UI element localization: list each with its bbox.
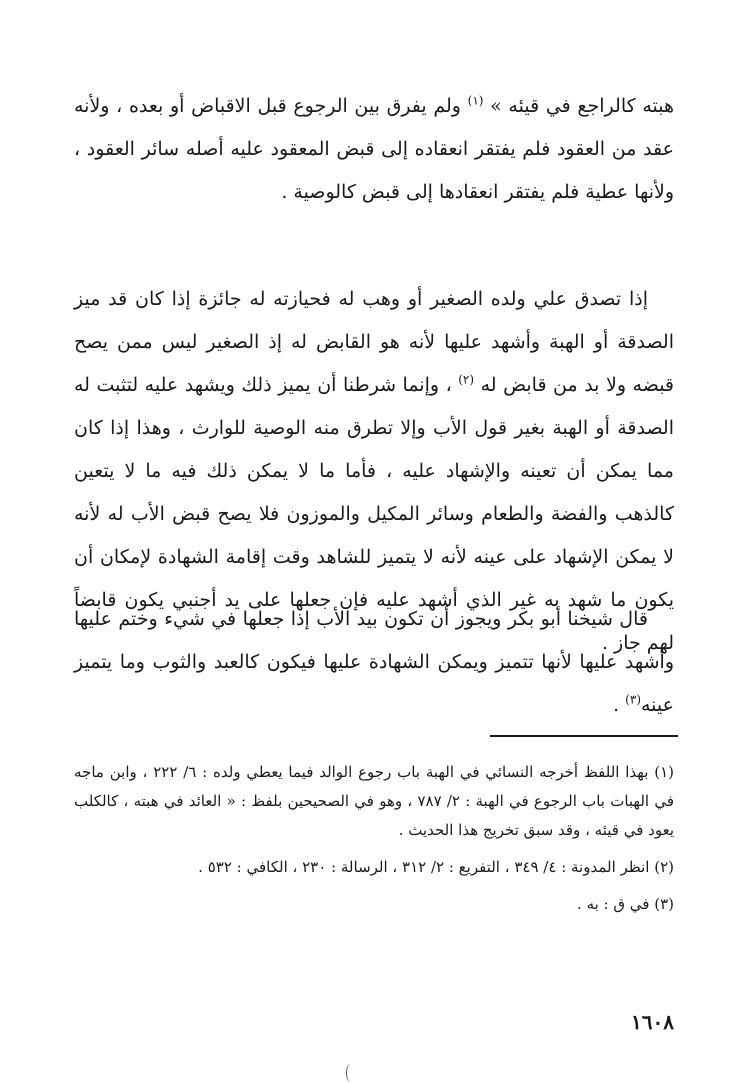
paragraph-1	[74, 85, 674, 215]
footnote-3: (٣) في ق : به .	[577, 895, 674, 913]
paragraph-1-text-b: ولم يفرق بين الرجوع قبل الاقباض أو بعده ، ولأنه عقد من العقود فلم يفتقر انعقاده إلى قبض المعقود عليه أصله سائر العقود ، ولأنها عطية فلم يفتقر انعقادها إلى قبض كالوصية .	[74, 95, 674, 203]
paragraph-3	[74, 598, 674, 723]
footnote-2: (٢) انظر المدونة : ٤/ ٣٤٩ ، التفريع : ٢/ ٣١٢ ، الرسالة : ٢٣٠ ، الكافي : ٥٣٢ .	[198, 858, 674, 876]
footnote-ref-3: (٣)	[625, 692, 641, 707]
footnote-ref-1: (١)	[467, 93, 484, 108]
paragraph-2-text-a: إذا تصدق علي ولده الصغير أو وهب له فحيازته له جائزة إذا كان قد ميز الصدقة أو الهبة وأشهد عليها لأنه هو القابض له إذ الصغير ليس ممن يصح قبضه ولا بد من قابض له	[74, 288, 675, 396]
page-number: ١٦٠٨	[631, 1010, 674, 1034]
paragraph-3-text-a: قال شيخنا أبو بكر ويجوز أن تكون بيد الأب إذا جعلها في شيء وختم عليها وأشهد عليها لأنها تتميز ويمكن الشهادة عليها فيكون كالعبد والثوب وما يتميز عينه	[74, 608, 674, 716]
footnote-divider	[490, 735, 678, 737]
paragraph-1-text-a: هبته كالراجع في قيئه »	[483, 95, 674, 117]
main-text	[74, 85, 674, 723]
footnote-ref-2: (٢)	[458, 372, 475, 387]
paragraph-2	[74, 278, 675, 654]
section-heading	[74, 215, 674, 272]
footnote-1: (١) بهذا اللفظ أخرجه النسائي في الهبة باب رجوع الوالد فيما يعطي ولده : ٦/ ٢٢٢ ، وابن ماجه في الهبات باب الرجوع في الهبة : ٢/ ٧٨٧ ، وهو في الصحيحين بلفظ : « العائد في هبته ، كالكلب يعود في قيئه ، وقد سبق تخريج هذا الحديث .	[74, 763, 674, 839]
paragraph-3-text-b: .	[613, 694, 626, 716]
footnotes	[74, 758, 674, 927]
paragraph-2-text-b: ، وإنما شرطنا أن يميز ذلك ويشهد عليه لتثبت له الصدقة أو الهبة بغير قول الأب وإلا تطرق منه الوصية للوارث ، وهذا إذا كان مما يمكن أن تعينه والإشهاد عليه ، فأما ما لا يمكن ذلك فيه ما لا يتعين كالذهب والفضة والطعام وسائر المكيل والموزون فلا يصح قبض الأب له لأنه لا يمكن الإشهاد على عينه لأنه لا يتميز للشاهد وقت إقامة الشهادة لإمكان أن يكون ما شهد به غير الذي أشهد عليه فإن جعلها على يد أجنبي يكون قابضاً لهم جاز .	[74, 374, 674, 654]
scan-mark	[346, 1064, 355, 1082]
